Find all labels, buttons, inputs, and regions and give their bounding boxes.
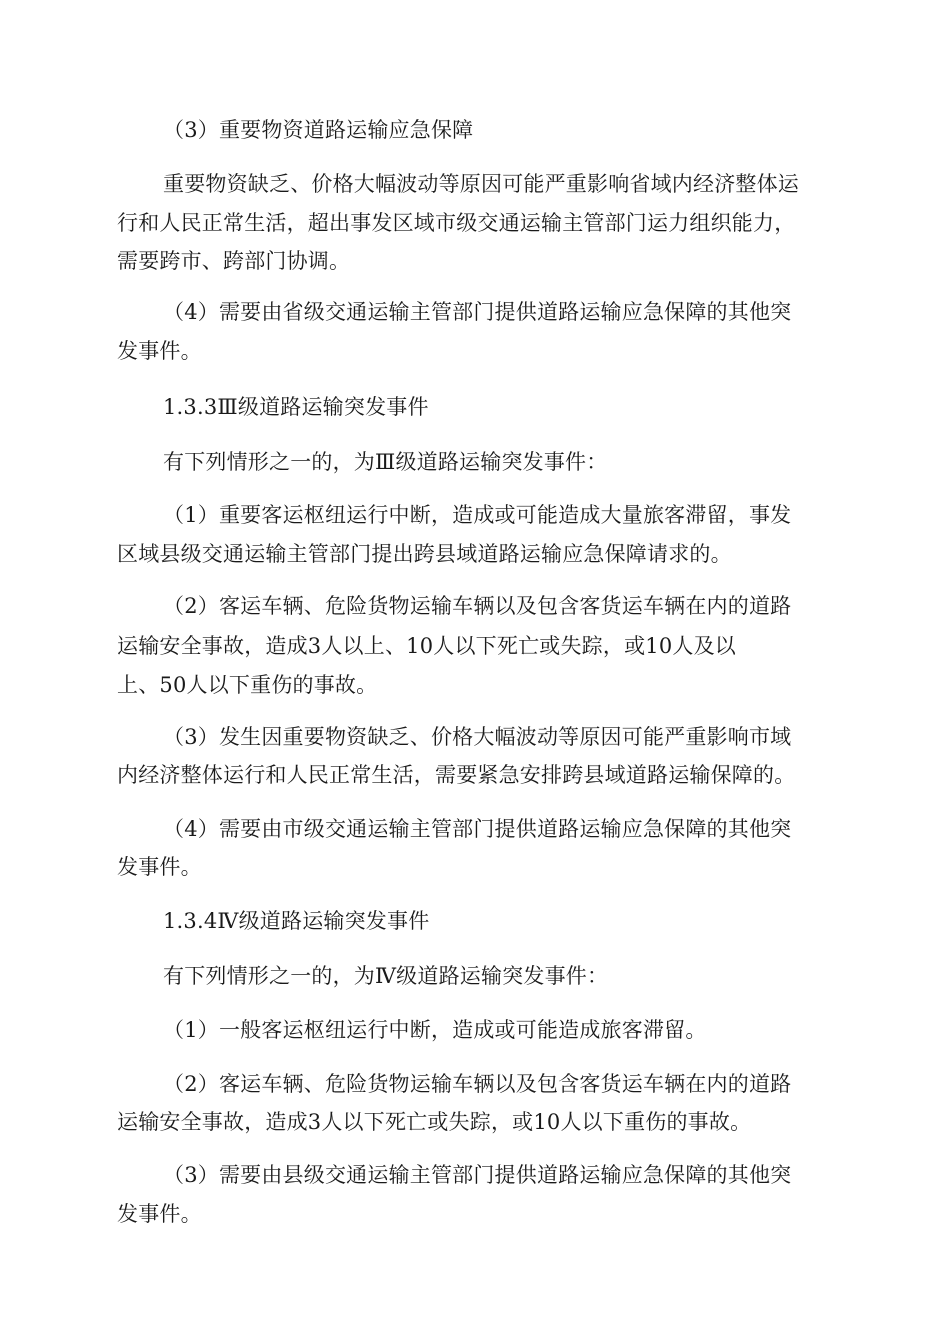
- paragraph-line: 发事件。: [117, 1202, 202, 1226]
- section-heading: 1.3.4Ⅳ级道路运输突发事件: [163, 909, 430, 933]
- paragraph-line: 行和人民正常生活，超出事发区域市级交通运输主管部门运力组织能力，: [117, 211, 796, 235]
- paragraph-line: 发事件。: [117, 855, 202, 879]
- paragraph-line: 运输安全事故，造成3人以下死亡或失踪，或10人以下重伤的事故。: [117, 1110, 752, 1134]
- paragraph-line: 区域县级交通运输主管部门提出跨县域道路运输应急保障请求的。: [117, 542, 732, 566]
- paragraph-line: （2）客运车辆、危险货物运输车辆以及包含客货运车辆在内的道路: [163, 1072, 792, 1096]
- paragraph-line: 运输安全事故，造成3人以上、10人以下死亡或失踪，或10人及以: [117, 634, 737, 658]
- section-heading: 1.3.3Ⅲ级道路运输突发事件: [163, 395, 429, 419]
- paragraph-line: （4）需要由省级交通运输主管部门提供道路运输应急保障的其他突: [163, 300, 792, 324]
- paragraph-line: （1）重要客运枢纽运行中断，造成或可能造成大量旅客滞留，事发: [163, 503, 792, 527]
- paragraph-line: 上、50人以下重伤的事故。: [117, 673, 378, 697]
- subsection-heading: （3）重要物资道路运输应急保障: [163, 118, 474, 142]
- paragraph-line: 有下列情形之一的，为Ⅲ级道路运输突发事件：: [163, 450, 608, 474]
- paragraph-line: 发事件。: [117, 339, 202, 363]
- paragraph-line: （4）需要由市级交通运输主管部门提供道路运输应急保障的其他突: [163, 817, 792, 841]
- paragraph-line: 需要跨市、跨部门协调。: [117, 249, 351, 273]
- paragraph-line: （3）发生因重要物资缺乏、价格大幅波动等原因可能严重影响市域: [163, 725, 792, 749]
- paragraph-line: （1）一般客运枢纽运行中断，造成或可能造成旅客滞留。: [163, 1018, 707, 1042]
- paragraph-line: 内经济整体运行和人民正常生活，需要紧急安排跨县域道路运输保障的。: [117, 763, 796, 787]
- paragraph-line: （2）客运车辆、危险货物运输车辆以及包含客货运车辆在内的道路: [163, 594, 792, 618]
- paragraph-line: 有下列情形之一的，为Ⅳ级道路运输突发事件：: [163, 964, 609, 988]
- paragraph-line: 重要物资缺乏、价格大幅波动等原因可能严重影响省域内经济整体运: [163, 172, 799, 196]
- paragraph-line: （3）需要由县级交通运输主管部门提供道路运输应急保障的其他突: [163, 1163, 792, 1187]
